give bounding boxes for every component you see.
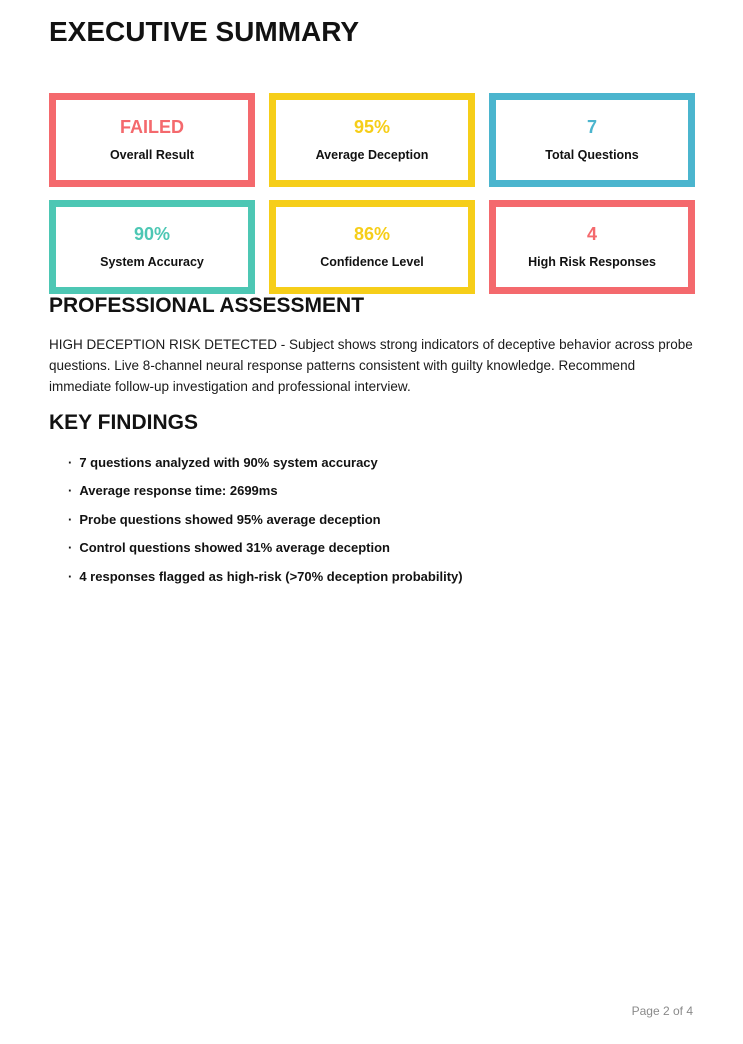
finding-text: Probe questions showed 95% average deception	[79, 511, 381, 527]
finding-text: Average response time: 2699ms	[79, 483, 278, 498]
stat-card-label: Average Deception	[315, 148, 429, 163]
finding-text: 7 questions analyzed with 90% system accuracy	[79, 454, 378, 470]
stat-card	[49, 93, 255, 187]
stat-card-value: FAILED	[119, 117, 184, 138]
finding-text: Control questions showed 31% average deception	[79, 540, 390, 555]
stat-card	[489, 93, 695, 187]
key-findings-list	[49, 456, 695, 583]
stat-card	[269, 200, 475, 294]
bullet-dot: ·	[68, 483, 73, 498]
finding-item	[68, 570, 695, 583]
professional-assessment-body: HIGH DECEPTION RISK DETECTED - Subject shows strong indicators of deceptive behavior across probe questions. Live 8-channel neural response patterns consistent with guilty knowledge. Recommend immediate follow-up investigation and professional interview.	[49, 337, 693, 394]
stat-card-value: 90%	[133, 224, 171, 245]
stat-card	[489, 200, 695, 294]
bullet-dot: ·	[68, 540, 73, 555]
finding-item	[68, 456, 695, 469]
page-title: EXECUTIVE SUMMARY	[49, 16, 360, 47]
finding-item	[68, 484, 695, 497]
stat-card-value: 95%	[353, 117, 391, 138]
key-findings-heading: KEY FINDINGS	[49, 410, 198, 434]
finding-item	[68, 513, 695, 526]
bullet-dot: ·	[68, 511, 73, 527]
stat-card-value: 7	[586, 117, 597, 138]
stat-card-label: System Accuracy	[100, 255, 204, 270]
bullet-dot: ·	[68, 454, 73, 470]
finding-text: 4 responses flagged as high-risk (>70% deception probability)	[79, 568, 463, 584]
summary-cards-grid	[49, 93, 695, 294]
professional-assessment-heading: PROFESSIONAL ASSESSMENT	[49, 294, 365, 317]
stat-card-label: Total Questions	[545, 148, 639, 163]
stat-card-value: 4	[586, 224, 597, 245]
finding-item	[68, 541, 695, 554]
stat-card-label: Confidence Level	[320, 255, 424, 270]
bullet-dot: ·	[68, 568, 73, 584]
stat-card	[49, 200, 255, 294]
stat-card-label: Overall Result	[109, 148, 195, 163]
stat-card	[269, 93, 475, 187]
page-number: Page 2 of 4	[631, 1004, 693, 1018]
stat-card-label: High Risk Responses	[528, 255, 656, 270]
stat-card-value: 86%	[353, 224, 391, 245]
